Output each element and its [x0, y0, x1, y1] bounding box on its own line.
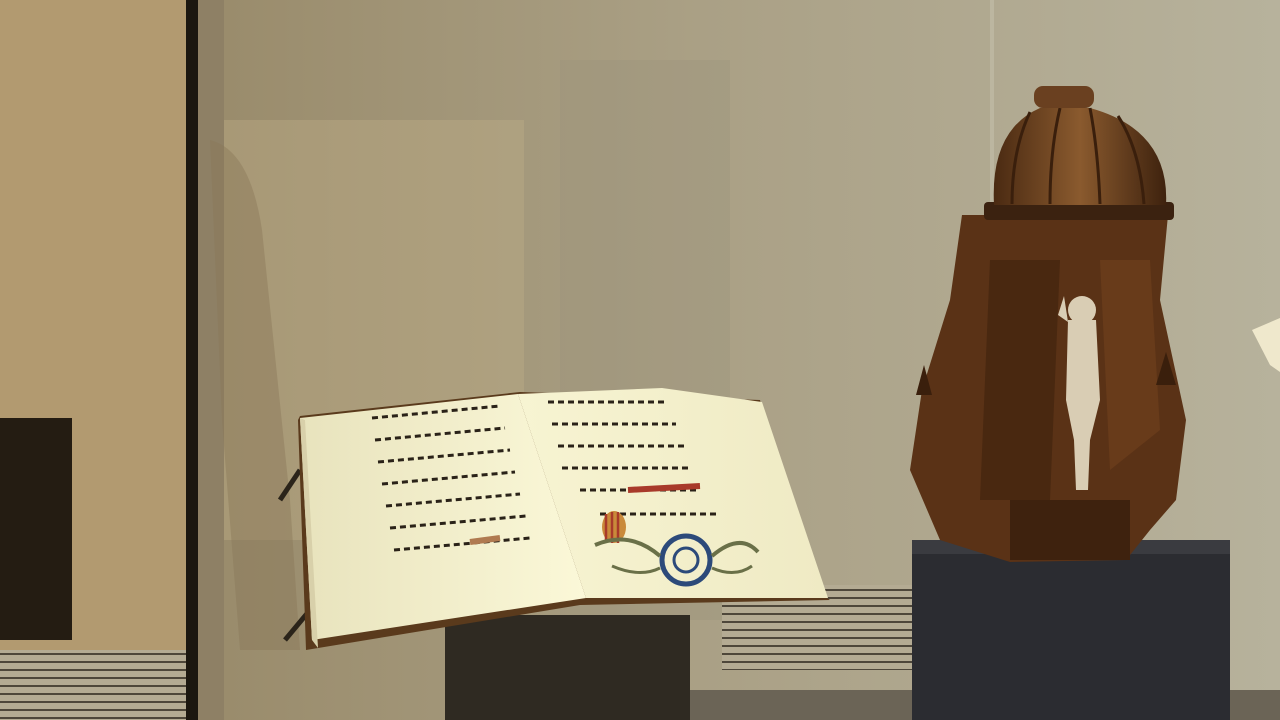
display-pedestal	[912, 548, 1230, 720]
wall-vent-left	[0, 650, 200, 720]
right-page-rubric	[628, 486, 700, 490]
dome-lantern	[1034, 86, 1094, 108]
tabernacle-panel-shadow	[980, 260, 1060, 500]
vitrine-frame-edge	[186, 0, 198, 720]
left-page-rubric	[470, 538, 500, 542]
tabernacle-base	[1010, 500, 1130, 560]
book-lectern	[445, 615, 690, 720]
wall-opening	[0, 418, 72, 640]
